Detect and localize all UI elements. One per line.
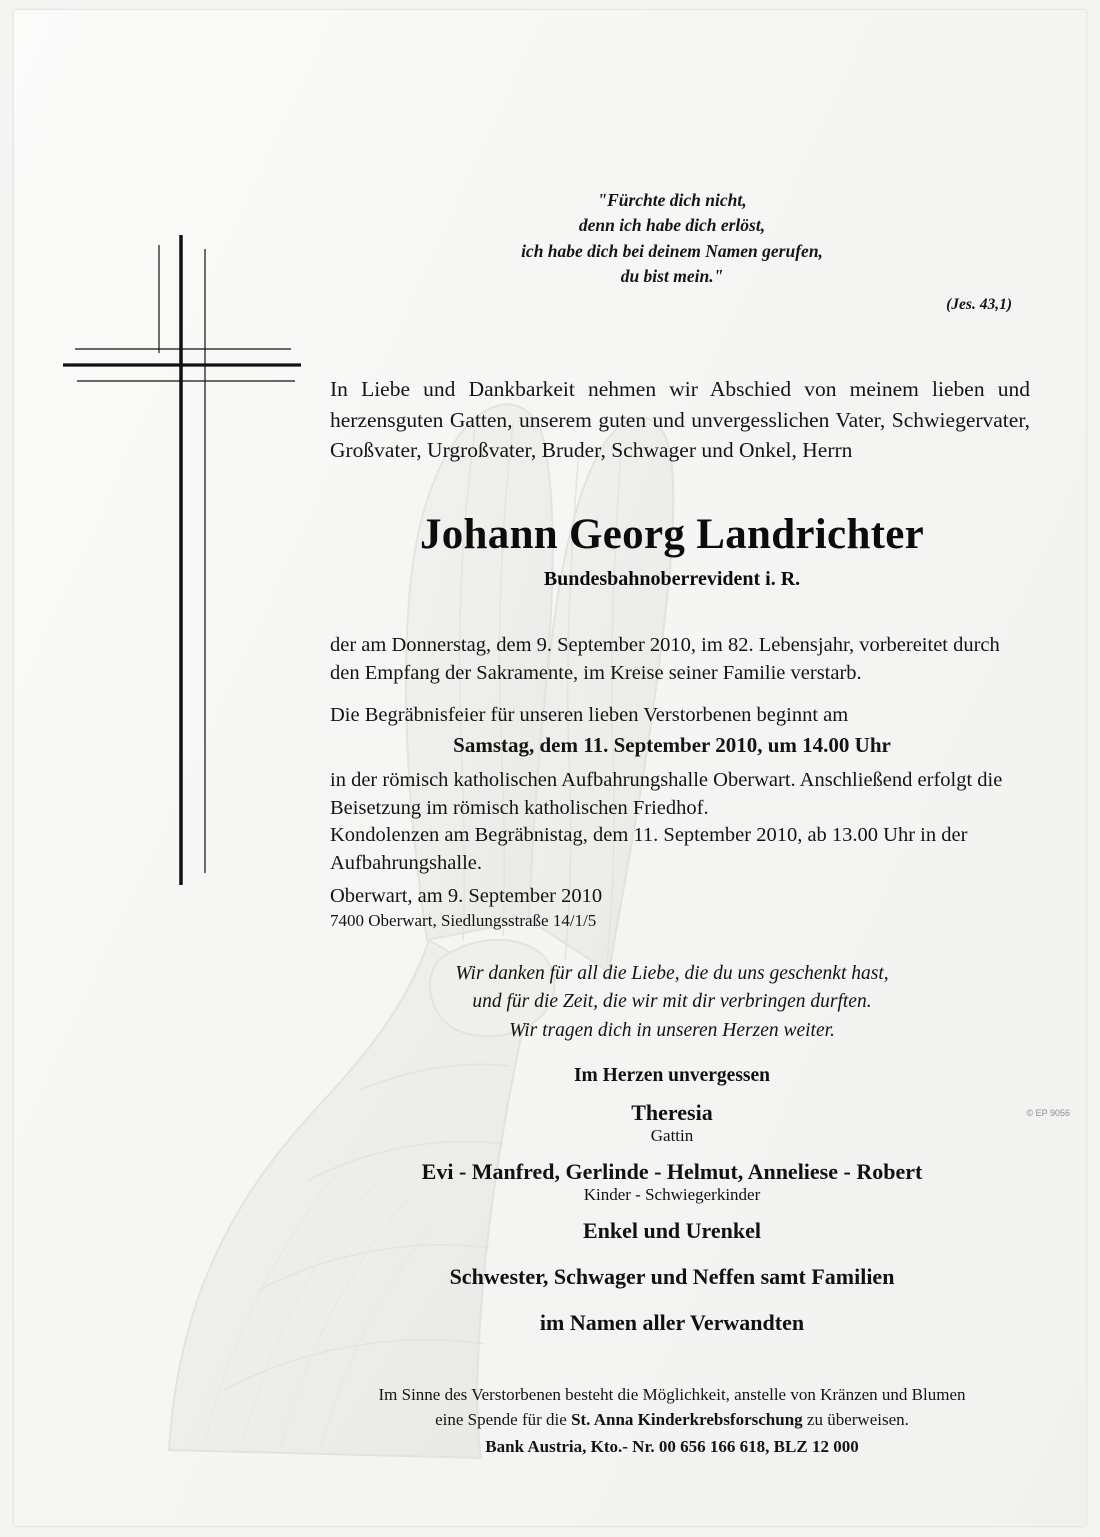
donation-line-2 — [309, 1408, 1035, 1433]
deceased-title: Bundesbahnoberrevident i. R. — [543, 568, 801, 590]
text-column — [314, 10, 1034, 1526]
paper-sheet — [14, 10, 1086, 1526]
siblings: Schwester, Schwager und Neffen samt Familien — [449, 1264, 895, 1289]
verse-line-1: "Fürchte dich nicht, — [597, 190, 747, 210]
verse-source: (Jes. 43,1) — [946, 295, 1012, 313]
copyright-mark: © EP 9056 — [1026, 1108, 1070, 1118]
thanks-line-2: und für die Zeit, die wir mit dir verbringen durften. — [472, 991, 872, 1013]
intro-paragraph: In Liebe und Dankbarkeit nehmen wir Abschied von meinem lieben und herzensguten Gatten, unserem guten und unvergesslichen Vater, Schwiegervater, Großvater, Urgroßvater, Bruder, Schwager und Onkel, Herrn — [330, 377, 1030, 463]
donation-post: zu überweisen. — [802, 1409, 909, 1429]
cross-graphic — [59, 225, 309, 895]
donation-line-1: Im Sinne des Verstorbenen besteht die Möglichkeit, anstelle von Kränzen und Blumen — [378, 1385, 966, 1404]
relatives: im Namen aller Verwandten — [539, 1310, 805, 1335]
bank-details: Bank Austria, Kto.- Nr. 00 656 166 618, BLZ 12 000 — [485, 1437, 859, 1457]
ceremony-datetime: Samstag, dem 11. September 2010, um 14.00 Uhr — [453, 733, 891, 757]
thanks-verse — [314, 960, 1030, 1045]
ceremony-place: in der römisch katholischen Aufbahrungshalle Oberwart. Anschließend erfolgt die Beisetzung im römisch katholischen Friedhof. — [330, 769, 1003, 819]
death-note: der am Donnerstag, dem 9. September 2010, im 82. Lebensjahr, vorbereitet durch den Empfang der Sakramente, im Kreise seiner Familie verstarb. — [330, 634, 1000, 684]
verse-line-3: ich habe dich bei deinem Namen gerufen, — [521, 240, 823, 261]
children-names: Evi - Manfred, Gerlinde - Helmut, Anneliese - Robert — [421, 1159, 923, 1184]
thanks-line-3: Wir tragen dich in unseren Herzen weiter. — [509, 1019, 835, 1041]
deceased-name: Johann Georg Landrichter — [419, 511, 925, 558]
family-block — [314, 1065, 1030, 1356]
condolences-note: Kondolenzen am Begräbnistag, dem 11. September 2010, ab 13.00 Uhr in der Aufbahrungshalle. — [330, 824, 968, 874]
thanks-line-1: Wir danken für all die Liebe, die du uns geschenkt hast, — [455, 963, 889, 984]
city-date: Oberwart, am 9. September 2010 — [330, 885, 603, 907]
widow-name: Theresia — [631, 1100, 713, 1125]
grandchildren: Enkel und Urenkel — [582, 1218, 762, 1243]
donation-pre: eine Spende für die — [435, 1409, 572, 1429]
donation-org: St. Anna Kinderkrebsforschung — [571, 1409, 803, 1429]
widow-role: Gattin — [650, 1126, 694, 1145]
verse-line-4: du bist mein." — [620, 266, 724, 287]
children-role: Kinder - Schwiegerkinder — [583, 1185, 761, 1204]
bible-verse — [314, 188, 1030, 316]
donation-footer — [309, 1383, 1035, 1460]
verse-line-2: denn ich habe dich erlöst, — [578, 215, 766, 236]
family-heading: Im Herzen unvergessen — [573, 1065, 771, 1086]
ceremony-intro: Die Begräbnisfeier für unseren lieben Verstorbenen beginnt am — [330, 704, 849, 726]
address: 7400 Oberwart, Siedlungsstraße 14/1/5 — [330, 911, 597, 930]
